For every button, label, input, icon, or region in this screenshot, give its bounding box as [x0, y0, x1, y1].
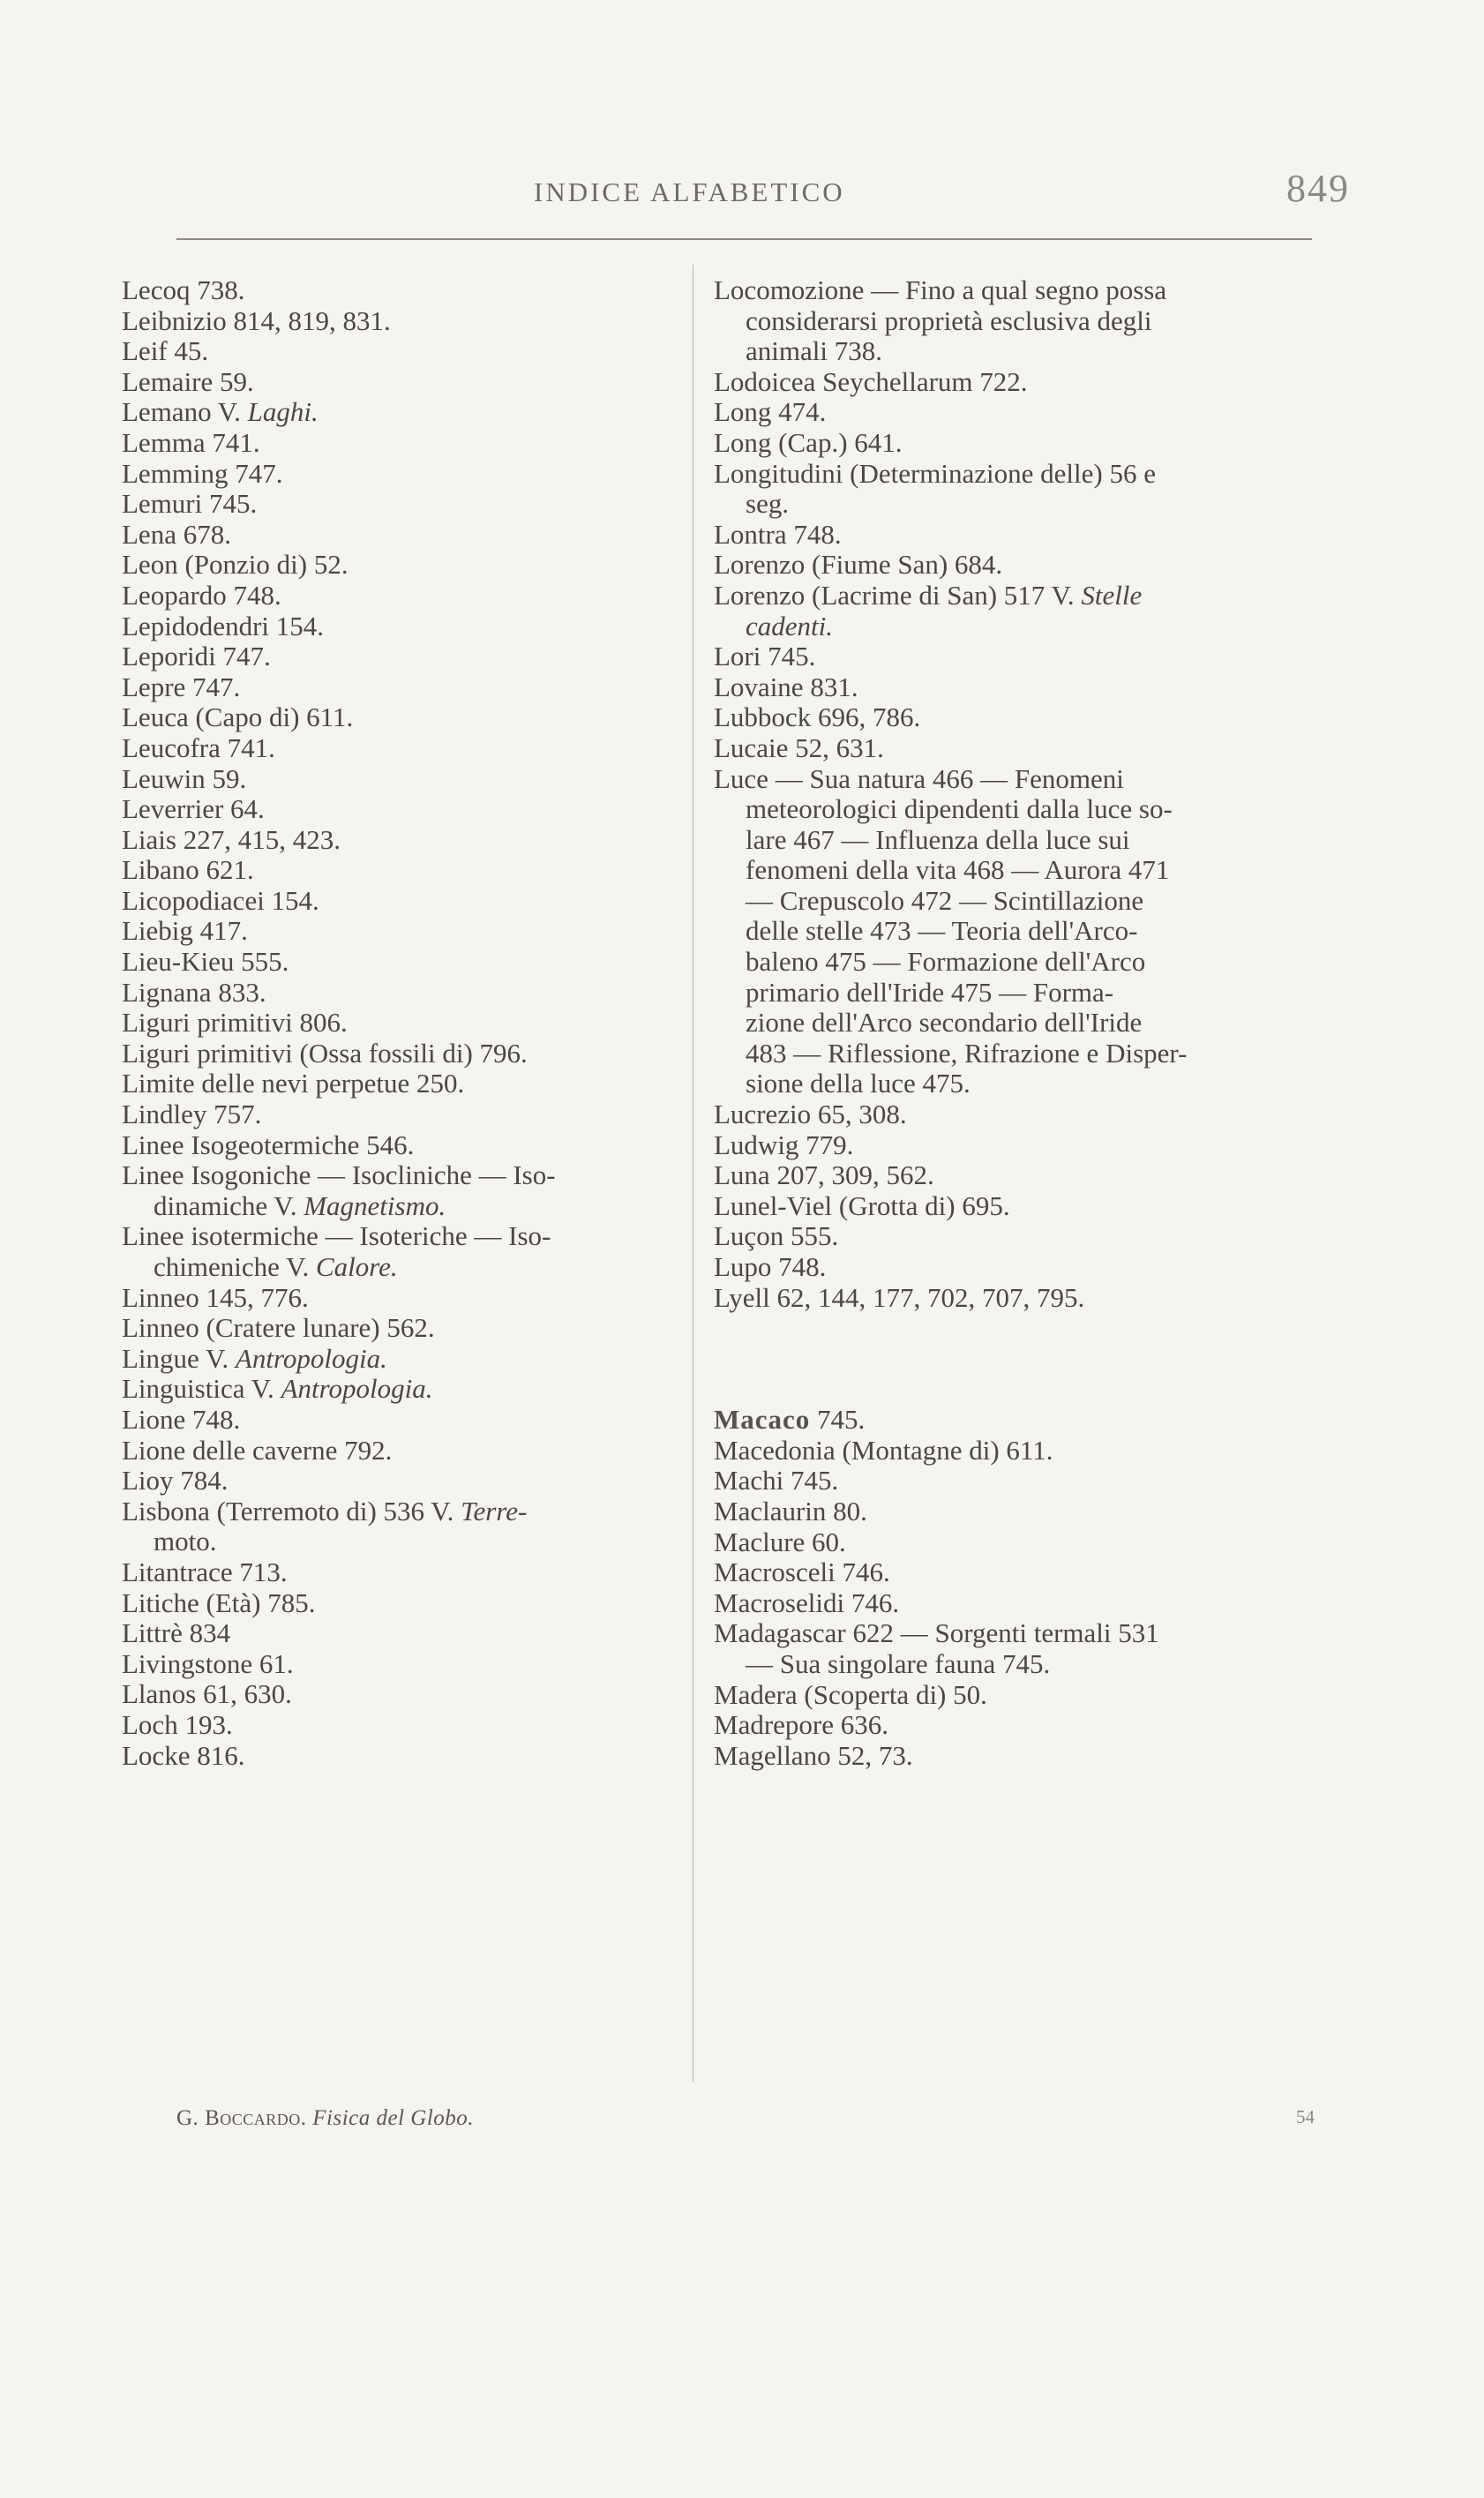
entry-text: considerarsi proprietà esclusiva degli [746, 304, 1152, 336]
index-entry [714, 1252, 1241, 1283]
index-entry [714, 1069, 1241, 1099]
index-entry [714, 764, 1241, 795]
index-entry [714, 489, 1241, 520]
entry-text: Liais 227, 415, 423. [122, 823, 341, 855]
entry-text: Liebig 417. [122, 915, 248, 947]
entry-text: Lemaire 59. [122, 365, 254, 397]
section-m-heading [714, 1405, 1241, 1436]
index-entry [714, 641, 1241, 672]
entry-text: Linee isotermiche — Isoteriche — Iso- [122, 1220, 551, 1252]
index-entry [714, 1160, 1241, 1191]
entry-text: Macrosceli 746. [714, 1557, 890, 1588]
index-entry [122, 1069, 686, 1099]
entry-text: Maclaurin 80. [714, 1495, 867, 1527]
entry-text: — Crepuscolo 472 — Scintillazione [746, 884, 1144, 916]
entry-text: Libano 621. [122, 854, 254, 886]
entry-text: Luna 207, 309, 562. [714, 1159, 934, 1191]
entry-cross-reference: Terre- [461, 1495, 528, 1527]
entry-text: Licopodiacei 154. [122, 884, 319, 916]
index-entry [122, 459, 686, 490]
entry-text: Lione 748. [122, 1403, 241, 1435]
index-entry [122, 428, 686, 459]
entry-text: Lubbock 696, 786. [714, 701, 921, 733]
index-entry [714, 1527, 1241, 1558]
index-entry [122, 825, 686, 856]
index-entry [122, 916, 686, 947]
entry-text: Lemming 747. [122, 457, 283, 489]
index-entry [714, 978, 1241, 1009]
entry-text: Lodoicea Seychellarum 722. [714, 365, 1028, 397]
entry-text: Lieu-Kieu 555. [122, 946, 289, 978]
work-title: Fisica del Globo. [312, 2106, 475, 2130]
index-entry [714, 1557, 1241, 1588]
entry-text: Leverrier 64. [122, 793, 265, 825]
entry-cross-reference: Antropologia. [235, 1342, 387, 1374]
entry-text: Leuwin 59. [122, 762, 247, 794]
index-entry [714, 702, 1241, 733]
index-entry [714, 1283, 1241, 1314]
index-entry [122, 1099, 686, 1130]
entry-text: Longitudini (Determinazione delle) 56 e [714, 457, 1156, 489]
index-entry [122, 1557, 686, 1588]
index-entry [714, 886, 1241, 917]
entry-text: Lecoq 738. [122, 274, 245, 305]
entry-text: Litiche (Età) 785. [122, 1587, 316, 1618]
index-entry [122, 947, 686, 978]
index-entry [122, 1039, 686, 1069]
index-entry [122, 1588, 686, 1619]
entry-text: meteorologici dipendenti dalla luce so- [746, 793, 1173, 825]
index-entry [714, 306, 1241, 337]
entry-text: Macroselidi 746. [714, 1587, 900, 1618]
entry-text: — Sua singolare fauna 745. [746, 1647, 1051, 1679]
entry-text: Linee Isogoniche — Isocliniche — Iso- [122, 1159, 556, 1191]
entry-text: Liguri primitivi (Ossa fossili di) 796. [122, 1037, 528, 1069]
index-entry [714, 1191, 1241, 1222]
entry-text: Madrepore 636. [714, 1709, 888, 1741]
entry-text: Leif 45. [122, 335, 209, 367]
index-entry [122, 1497, 686, 1527]
index-entry [122, 367, 686, 398]
index-entry [714, 520, 1241, 551]
index-entry [714, 855, 1241, 886]
index-entry [714, 367, 1241, 398]
entry-text: zione dell'Arco secondario dell'Iride [746, 1007, 1143, 1039]
index-entry [122, 306, 686, 337]
index-entry [714, 1649, 1241, 1680]
index-entry [122, 1221, 686, 1252]
entry-text: fenomeni della vita 468 — Aurora 471 [746, 854, 1170, 886]
entry-text: Lorenzo (Fiume San) 684. [714, 549, 1003, 581]
index-column-right [714, 275, 1241, 1771]
entry-text: dinamiche V. [154, 1189, 297, 1221]
index-entry [122, 581, 686, 611]
index-entry [714, 428, 1241, 459]
entry-text: Long (Cap.) 641. [714, 426, 903, 458]
entry-text: chimeniche V. [154, 1251, 310, 1282]
running-head-title: INDICE ALFABETICO [534, 176, 845, 207]
entry-text: Linguistica V. [122, 1373, 274, 1405]
index-entry [122, 1313, 686, 1344]
index-entry [122, 1405, 686, 1436]
index-entry [714, 1130, 1241, 1161]
index-entry [714, 1008, 1241, 1039]
entry-text: Leporidi 747. [122, 641, 271, 672]
entry-text: Lemma 741. [122, 426, 260, 458]
entry-text: Locomozione — Fino a qual segno possa [714, 274, 1167, 305]
entry-text: Lucaie 52, 631. [714, 731, 884, 763]
index-entry [122, 397, 686, 428]
index-entry [714, 1618, 1241, 1649]
index-entry [714, 397, 1241, 428]
entry-text: Lena 678. [122, 518, 231, 550]
index-entry [122, 1008, 686, 1039]
entry-text: Leibnizio 814, 819, 831. [122, 304, 391, 336]
entry-text: Lorenzo (Lacrime di San) 517 V. [714, 579, 1075, 611]
index-entry [122, 1527, 686, 1557]
index-entry [714, 1680, 1241, 1711]
entry-text: Leuca (Capo di) 611. [122, 701, 354, 733]
index-entry [122, 641, 686, 672]
section-initial-page: 745. [810, 1404, 866, 1436]
entry-text: Leopardo 748. [122, 579, 281, 611]
entry-text: Limite delle nevi perpetue 250. [122, 1068, 465, 1099]
index-entry [714, 1588, 1241, 1619]
entry-text: Littrè 834 [122, 1617, 231, 1649]
index-entry [714, 733, 1241, 764]
entry-text: Magellano 52, 73. [714, 1739, 913, 1771]
entry-text: Leucofra 741. [122, 731, 275, 763]
index-entry [122, 1649, 686, 1680]
entry-text: delle stelle 473 — Teoria dell'Arco- [746, 915, 1138, 947]
printer-signature-mark: 54 [1296, 2106, 1315, 2127]
index-entry [122, 550, 686, 581]
header-rule [176, 238, 1312, 240]
index-entry [122, 1191, 686, 1222]
index-entry [122, 1618, 686, 1649]
page-header [0, 166, 1484, 219]
entry-text: Lucrezio 65, 308. [714, 1099, 907, 1130]
entry-cross-reference: Antropologia. [281, 1373, 433, 1405]
author-name: Boccardo. [205, 2106, 307, 2130]
entry-cross-reference: cadenti. [746, 610, 833, 641]
entry-text: Lupo 748. [714, 1251, 827, 1282]
entry-text: baleno 475 — Formazione dell'Arco [746, 946, 1146, 978]
entry-text: moto. [154, 1526, 217, 1557]
page-number: 849 [1286, 167, 1350, 210]
index-entry [714, 459, 1241, 490]
index-entry [714, 1466, 1241, 1497]
entry-text: Locke 816. [122, 1739, 245, 1771]
index-entry [714, 550, 1241, 581]
entry-text: Linneo 145, 776. [122, 1281, 309, 1313]
entry-text: Lioy 784. [122, 1465, 229, 1497]
index-entry [122, 1160, 686, 1191]
index-entry [122, 1679, 686, 1710]
section-gap [714, 1313, 1241, 1405]
entry-text: Lepre 747. [122, 671, 241, 702]
entry-text: Madagascar 622 — Sorgenti termali 531 [714, 1617, 1159, 1649]
entry-text: sione della luce 475. [746, 1068, 971, 1099]
entry-text: Loch 193. [122, 1708, 233, 1740]
index-entry [122, 611, 686, 642]
index-entry [714, 947, 1241, 978]
index-entry [122, 733, 686, 764]
index-entry [714, 1741, 1241, 1772]
index-entry [714, 794, 1241, 825]
index-entry [714, 275, 1241, 306]
index-entry [122, 1741, 686, 1772]
index-entry [122, 275, 686, 306]
index-entry [122, 764, 686, 795]
index-entry [714, 1221, 1241, 1252]
entry-cross-reference: Calore. [315, 1251, 398, 1282]
index-entry [122, 1710, 686, 1741]
entry-cross-reference: Stelle [1081, 579, 1143, 611]
entry-text: Maclure 60. [714, 1526, 846, 1557]
entry-text: Llanos 61, 630. [122, 1678, 292, 1710]
index-entry [122, 1436, 686, 1467]
index-entry [122, 1130, 686, 1161]
entry-text: Lepidodendri 154. [122, 610, 325, 641]
entry-text: Luce — Sua natura 466 — Fenomeni [714, 762, 1124, 794]
index-entry [714, 916, 1241, 947]
entry-text: Long 474. [714, 396, 827, 428]
entry-text: Lione delle caverne 792. [122, 1434, 393, 1466]
entry-text: Lunel-Viel (Grotta di) 695. [714, 1189, 1010, 1221]
entry-text: Lovaine 831. [714, 671, 858, 702]
index-entry [714, 1497, 1241, 1527]
entry-text: seg. [746, 488, 790, 520]
entry-text: Lemano V. [122, 396, 241, 428]
index-entry [714, 336, 1241, 367]
entry-text: Lingue V. [122, 1342, 229, 1374]
index-entry [122, 855, 686, 886]
entry-text: Lontra 748. [714, 518, 842, 550]
entry-text: Ludwig 779. [714, 1129, 854, 1160]
index-entry [714, 581, 1241, 611]
index-entry [714, 825, 1241, 856]
entry-text: Livingstone 61. [122, 1647, 294, 1679]
index-entry [714, 1099, 1241, 1130]
entry-text: Leon (Ponzio di) 52. [122, 549, 349, 581]
entry-text: lare 467 — Influenza della luce sui [746, 823, 1130, 855]
entry-text: Linneo (Cratere lunare) 562. [122, 1312, 435, 1344]
entry-text: Luçon 555. [714, 1220, 839, 1252]
index-entry [122, 702, 686, 733]
index-entry [122, 1252, 686, 1283]
index-entry [122, 794, 686, 825]
entry-text: Litantrace 713. [122, 1556, 288, 1587]
index-entry [122, 1466, 686, 1497]
index-entry [122, 489, 686, 520]
index-entry [122, 520, 686, 551]
index-entry [714, 1039, 1241, 1069]
index-entry [122, 336, 686, 367]
entry-text: Macedonia (Montagne di) 611. [714, 1434, 1053, 1466]
entry-text: Lemuri 745. [122, 488, 258, 520]
entry-text: Lindley 757. [122, 1099, 262, 1130]
index-entry [122, 978, 686, 1009]
entry-text: Liguri primitivi 806. [122, 1007, 348, 1039]
author-initial: G. [176, 2106, 199, 2130]
entry-cross-reference: Magnetismo. [304, 1189, 446, 1221]
entry-text: Lyell 62, 144, 177, 702, 707, 795. [714, 1281, 1085, 1313]
index-entry [714, 1710, 1241, 1741]
index-column-left [122, 275, 686, 1771]
index-entry [714, 672, 1241, 703]
entry-text: Lori 745. [714, 641, 816, 672]
index-entry [122, 1374, 686, 1405]
index-entry [714, 1436, 1241, 1467]
entry-text: animali 738. [746, 335, 882, 367]
entry-text: Lisbona (Terremoto di) 536 V. [122, 1495, 454, 1527]
section-initial-word: Macaco [714, 1404, 811, 1436]
entry-text: Lignana 833. [122, 976, 266, 1008]
entry-cross-reference: Laghi. [247, 396, 319, 428]
entry-text: Madera (Scoperta di) 50. [714, 1678, 987, 1710]
entry-text: Machi 745. [714, 1465, 839, 1497]
entry-text: 483 — Riflessione, Rifrazione e Disper- [746, 1037, 1188, 1069]
index-entry [122, 1283, 686, 1314]
footer-signature-line [176, 2106, 474, 2131]
index-entry [122, 886, 686, 917]
entry-text: Linee Isogeotermiche 546. [122, 1129, 415, 1160]
index-entry [714, 611, 1241, 642]
entry-text: primario dell'Iride 475 — Forma- [746, 976, 1114, 1008]
index-entry [122, 672, 686, 703]
index-entry [122, 1344, 686, 1375]
